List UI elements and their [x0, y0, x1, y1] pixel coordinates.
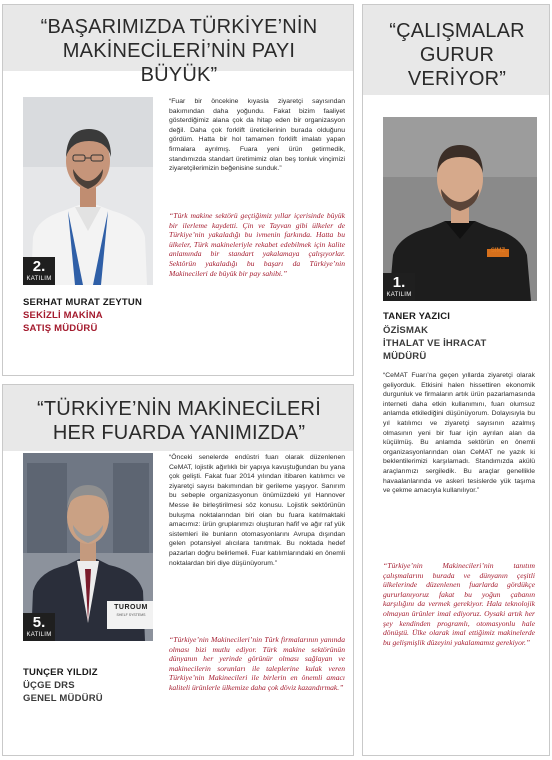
interview-body: “CeMAT Fuarı’na geçen yıllarda ziyaretçi olarak geliyorduk. Etkisini halen hissettiren ekonomik durgunluk ve firmaların artık ürün pazarlamasında interneti daha etkin kullanımını, fuarı olumsuz anlamda etkilediğini düşünüyorum. Dolayısıyla bu yıl katılımcı ve ziyaretçi sayısının azalmış olmasının yeni bir fuar için ayrılan alan da küçülmüş. Bu anlamda sektörün en önemli organizasyonlarından olan CeMAT ne yazık ki beklentilerimizi karşılamadı. Standımızda akülü araçlarımızı sergiledik. Bu araçlar genellikle havaalanlarında ve askeri tesislerde yük taşıma ve çekme amacıyla kullanılıyor.” — [383, 372, 535, 495]
person-name: TANER YAZICI — [383, 311, 451, 322]
interview-headline: “ÇALIŞMALAR GURUR VERİYOR” — [389, 20, 525, 90]
interview-headline: “TÜRKİYE’NİN MAKİNECİLERİ HER FUARDA YANIMIZDA” — [37, 398, 321, 444]
job-title: SATIŞ MÜDÜRÜ — [23, 323, 98, 334]
interview-card-zeytun — [2, 4, 354, 376]
rank-number: 5. — [32, 614, 46, 631]
rank-badge — [23, 613, 55, 641]
interview-body: “Önceki senelerde endüstri fuarı olarak düzenlenen CeMAT, lojistik ağırlıklı bir yapıya kavuştuğundan bu yana çok gelişti. Fakat fuar 2014 yılından itibaren katılımcı ve ziyaretçi sayısı bakımından bir gerileme yaşıyor. Sanırım bu sebeple organizasyonun önümüzdeki yıl Hannover Messe ile birleştirilmesi söz konusu. Lojistik sektörünün buluşma noktalarından biri olan bu fuara katılmaktaki amacımız: ürün gruplarımızı oluşturan hafif ve ağır raf yük sistemleri ile bunların otomasyonlarını Avrupa dışından gelen potansiyel alıcılara tanıtmak. Bu noktada hedef pazarları doğru belirlemeli. Fuar katılımlarındaki en önemli noktalardan biri diye düşünüyorum.” — [169, 454, 345, 567]
rank-label: KATILIM — [26, 276, 52, 282]
interview-body: “Fuar bir öncekine kıyasla ziyaretçi sayısından bakımından daha yoğundu. Fakat bizim faaliyet gösterdiğimiz alana çok da hitap eden bir organizasyon değil. Daha çok forklift üreticilerinin burada olduğunu gördüm. Hatta bir hol tamamen forklift imalatı yapan firmalara ayrılmış. Fuara yeni ürün getirmedik, standımızda standart üretimimiz olan beş tonluk vinçimizi ziyaretçilerimizin beğenisine sunduk.” — [169, 98, 345, 173]
company-name: SEKİZLİ MAKİNA — [23, 310, 103, 321]
job-title-line2: MÜDÜRÜ — [383, 351, 427, 362]
interview-quote: “Türkiye’nin Makinecileri’nin Türk firmalarının yanında olması bizi mutlu ediyor. Türk makine sektörünün dünyanın her yerinde görünür olması sağlayan ve makinecilerin sorunları ile taleplerine kulak veren Türkiye’nin Makinecileri ile birlerin en önemli amacı kaliteli ürünlerle ülkemize daha çok döviz kazandırmak.” — [169, 635, 345, 692]
interview-quote: “Türkiye’nin Makinecileri’nin tanıtım çalışmalarını burada ve dünyanın çeşitli ülkelerinde düzenlenen fuarlarda gördükçe gururlanıyoruz fakat bu yoğun çabanın karşılığını da vermek gerekiyor. Hala teknolojik olmayan ürünler imal ediyoruz. Oysaki artık her şey kendinden programlı, otomasyonlu hale dönüştü. Ülke olarak imal ettiğimiz makinelerde bu gelişmişlik düzeyini yakalamamız gerekiyor.” — [383, 561, 535, 647]
interview-card-yildiz — [2, 384, 354, 756]
portrait-photo — [383, 117, 537, 301]
portrait-photo — [23, 97, 153, 285]
person-name: TUNÇER YILDIZ — [23, 667, 98, 678]
interview-card-yazici — [362, 4, 550, 756]
booth-logo-subtext: SHELF SYSTEMS — [116, 613, 146, 617]
company-name: ÖZİSMAK — [383, 325, 429, 336]
shirt-logo: SIMZ — [490, 248, 506, 254]
booth-logo-text: TUROUM — [114, 604, 148, 611]
rank-label: KATILIM — [26, 632, 52, 638]
interview-quote: “Türk makine sektörü geçtiğimiz yıllar içerisinde büyük bir ilerleme kaydetti. Çin ve Tayvan gibi ülkeler de Türkiye’nin yakaladığı bu ivmenin farkında. Hatta bu ülkeler, Türk makineleriyle rekabet edebilmek için kalite anlamında bir standart yakalamaya çalışıyorlar. Sektörün yakaladığı bu başarı da Türkiye’nin Makinecileri de büyük bir pay sahibi.” — [169, 211, 345, 278]
portrait-photo — [23, 453, 153, 641]
booth-logo — [109, 603, 153, 618]
rank-badge — [23, 257, 55, 285]
rank-label: KATILIM — [386, 292, 412, 298]
rank-number: 2. — [32, 258, 46, 275]
rank-number: 1. — [392, 274, 406, 291]
interview-headline: “BAŞARIMIZDA TÜRKİYE’NİN MAKİNECİLERİ’NİN PAYI BÜYÜK” — [40, 16, 318, 86]
rank-badge — [383, 273, 415, 301]
job-title-line1: İTHALAT VE İHRACAT — [383, 338, 487, 349]
company-name: ÜÇGE DRS — [23, 680, 75, 691]
person-name: SERHAT MURAT ZEYTUN — [23, 297, 143, 308]
job-title: GENEL MÜDÜRÜ — [23, 693, 103, 704]
